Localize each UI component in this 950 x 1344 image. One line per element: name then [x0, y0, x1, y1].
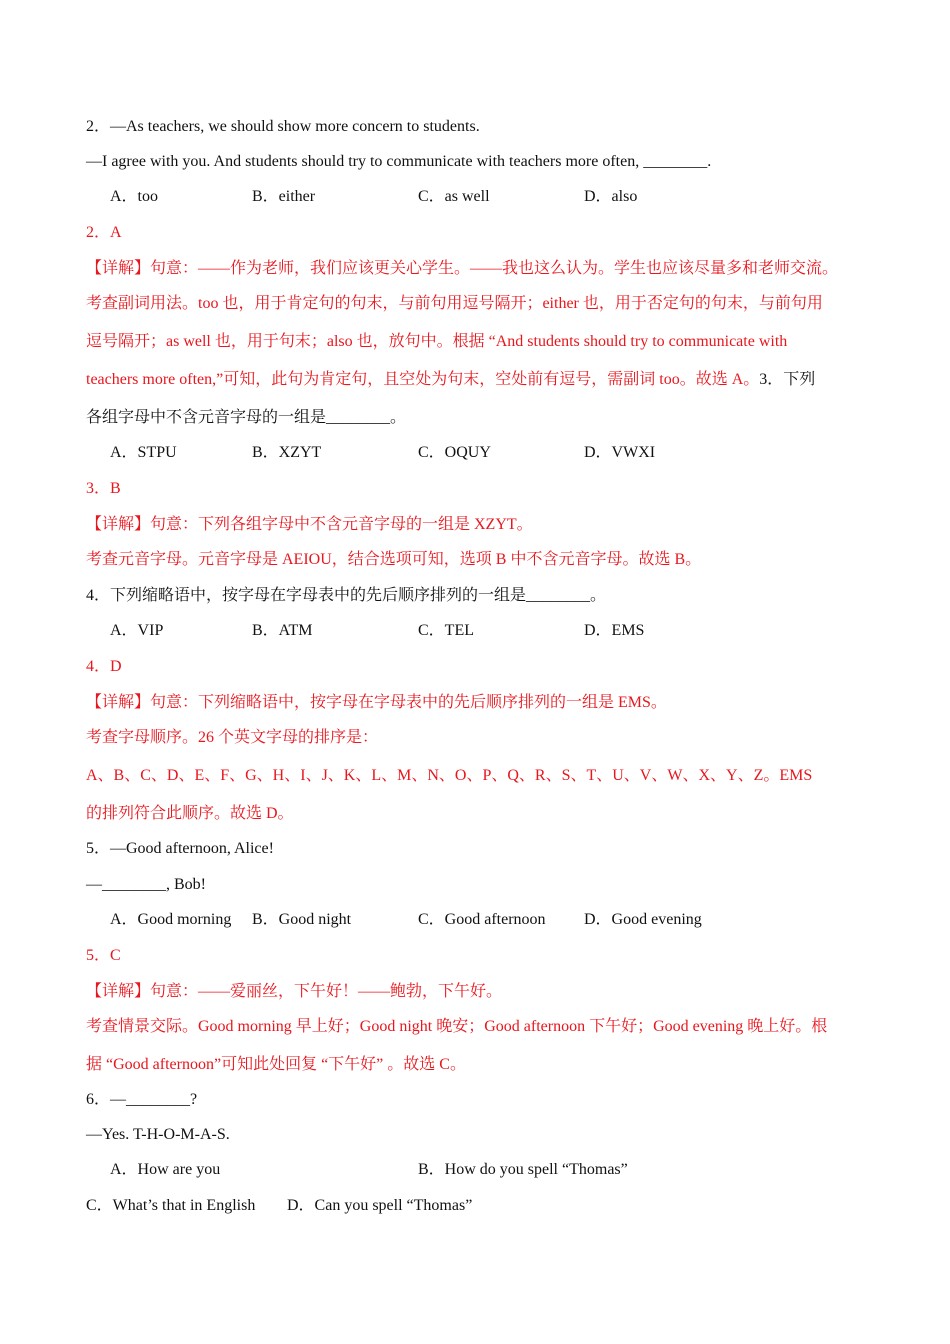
- q3-option-a: A．STPU: [110, 444, 177, 461]
- q2-option-a: A．too: [110, 188, 159, 205]
- q5-stem-line-1: 5．—Good afternoon, Alice!: [86, 840, 274, 857]
- q4-explain-line-3: A、B、C、D、E、F、G、H、I、J、K、L、M、N、O、P、Q、R、S、T、U、V、W、X、Y、Z。EMS: [86, 767, 813, 784]
- q5-option-d: D．Good evening: [584, 911, 702, 928]
- q3-option-c: C．OQUY: [418, 444, 491, 461]
- q3-explain-line-2: 考查元音字母。元音字母是 AEIOU，结合选项可知，选项 B 中不含元音字母。故选 B。: [86, 551, 702, 568]
- q3-answer: 3．B: [86, 480, 121, 497]
- q4-stem: 4．下列缩略语中，按字母在字母表中的先后顺序排列的一组是________。: [86, 587, 607, 604]
- q5-option-a: A．Good morning: [110, 911, 232, 928]
- q5-option-b: B．Good night: [252, 911, 352, 928]
- q5-answer: 5．C: [86, 947, 121, 964]
- q6-option-a: A．How are you: [110, 1161, 221, 1178]
- q5-option-c: C．Good afternoon: [418, 911, 546, 928]
- q2-explain-line-4: teachers more often,”可知，此句为肯定句，且空处为句末，空处前有逗号，需副词 too。故选 A。: [86, 371, 760, 388]
- q2-stem-line-2: —I agree with you. And students should try to communicate with teachers more often, ________.: [86, 153, 712, 170]
- q2-option-c: C．as well: [418, 188, 490, 205]
- q5-explain-line-3: 据 “Good afternoon”可知此处回复 “下午好” 。故选 C。: [86, 1056, 466, 1073]
- q2-answer: 2．A: [86, 224, 122, 241]
- q3-option-d: D．VWXI: [584, 444, 656, 461]
- q2-explain-line-2: 考查副词用法。too 也，用于肯定句的句末，与前句用逗号隔开；either 也，用于否定句的句末，与前句用: [86, 295, 823, 312]
- q5-explain-line-2: 考查情景交际。Good morning 早上好；Good night 晚安；Good afternoon 下午好；Good evening 晚上好。根: [86, 1018, 828, 1035]
- q2-option-b: B．either: [252, 188, 316, 205]
- q2-explain-line-1: 【详解】句意：——作为老师，我们应该更关心学生。——我也这么认为。学生也应该尽量多和老师交流。: [86, 260, 839, 277]
- q4-option-c: C．TEL: [418, 622, 474, 639]
- q5-explain-line-1: 【详解】句意：——爱丽丝，下午好！——鲍勃，下午好。: [86, 983, 503, 1000]
- q6-stem-line-2: —Yes. T-H-O-M-A-S.: [86, 1126, 230, 1143]
- q5-stem-line-2: —________, Bob!: [86, 876, 206, 893]
- q2-explain-line-3: 逗号隔开；as well 也，用于句末；also 也，放句中。根据 “And students should try to communicate with: [86, 333, 788, 350]
- q3-stem-line-2: 各组字母中不含元音字母的一组是________。: [86, 409, 407, 426]
- q3-explain-line-1: 【详解】句意：下列各组字母中不含元音字母的一组是 XZYT。: [86, 516, 533, 533]
- q4-explain-line-2: 考查字母顺序。26 个英文字母的排序是：: [86, 729, 379, 746]
- q3-option-b: B．XZYT: [252, 444, 322, 461]
- q6-option-c: C．What’s that in English: [86, 1197, 256, 1214]
- q2-stem-line-1: 2．—As teachers, we should show more concern to students.: [86, 118, 480, 135]
- q2-explain-line-4-wrap: [86, 370, 815, 390]
- q4-option-d: D．EMS: [584, 622, 645, 639]
- q2-option-d: D．also: [584, 188, 638, 205]
- q4-explain-line-1: 【详解】句意：下列缩略语中，按字母在字母表中的先后顺序排列的一组是 EMS。: [86, 694, 667, 711]
- q6-option-b: B．How do you spell “Thomas”: [418, 1161, 628, 1178]
- q4-explain-line-4: 的排列符合此顺序。故选 D。: [86, 805, 294, 822]
- q4-answer: 4．D: [86, 658, 122, 675]
- q6-stem-line-1: 6．—________?: [86, 1091, 198, 1108]
- q6-option-d: D．Can you spell “Thomas”: [287, 1197, 473, 1214]
- q4-option-a: A．VIP: [110, 622, 164, 639]
- q3-stem-start: 3．下列: [759, 371, 816, 388]
- q4-option-b: B．ATM: [252, 622, 313, 639]
